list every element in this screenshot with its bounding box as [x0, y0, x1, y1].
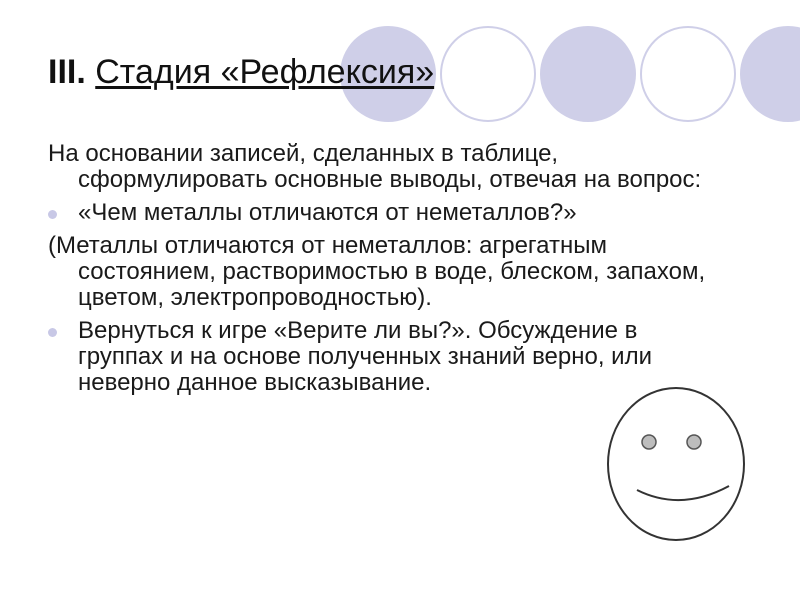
bullet-item-game — [48, 318, 728, 396]
intro-paragraph: На основании записей, сделанных в таблице, сформулировать основные выводы, отвечая на вопрос: — [48, 140, 702, 193]
bullet-game-text: Вернуться к игре «Верите ли вы?». Обсуждение в группах и на основе полученных знаний верно, или неверно данное высказывание. — [78, 317, 652, 396]
slide-title — [48, 52, 434, 92]
decor-circle-2 — [440, 26, 536, 122]
bullet-item-question — [48, 200, 728, 226]
bullet-dot-icon — [48, 328, 57, 337]
bullet-question-text: «Чем металлы отличаются от неметаллов?» — [78, 199, 577, 226]
slide-content — [48, 141, 728, 403]
smiley-face-icon — [606, 386, 746, 542]
title-number: III. — [48, 53, 86, 91]
title-stage: Стадия «Рефлексия» — [95, 53, 435, 91]
answer-paragraph: (Металлы отличаются от неметаллов: агрегатным состоянием, растворимостью в воде, блеском, запахом, цветом, электропроводностью). — [48, 232, 706, 311]
bullet-dot-icon — [48, 210, 57, 219]
decor-circle-3 — [540, 26, 636, 122]
decor-circle-5 — [740, 26, 800, 122]
decor-circle-4 — [640, 26, 736, 122]
